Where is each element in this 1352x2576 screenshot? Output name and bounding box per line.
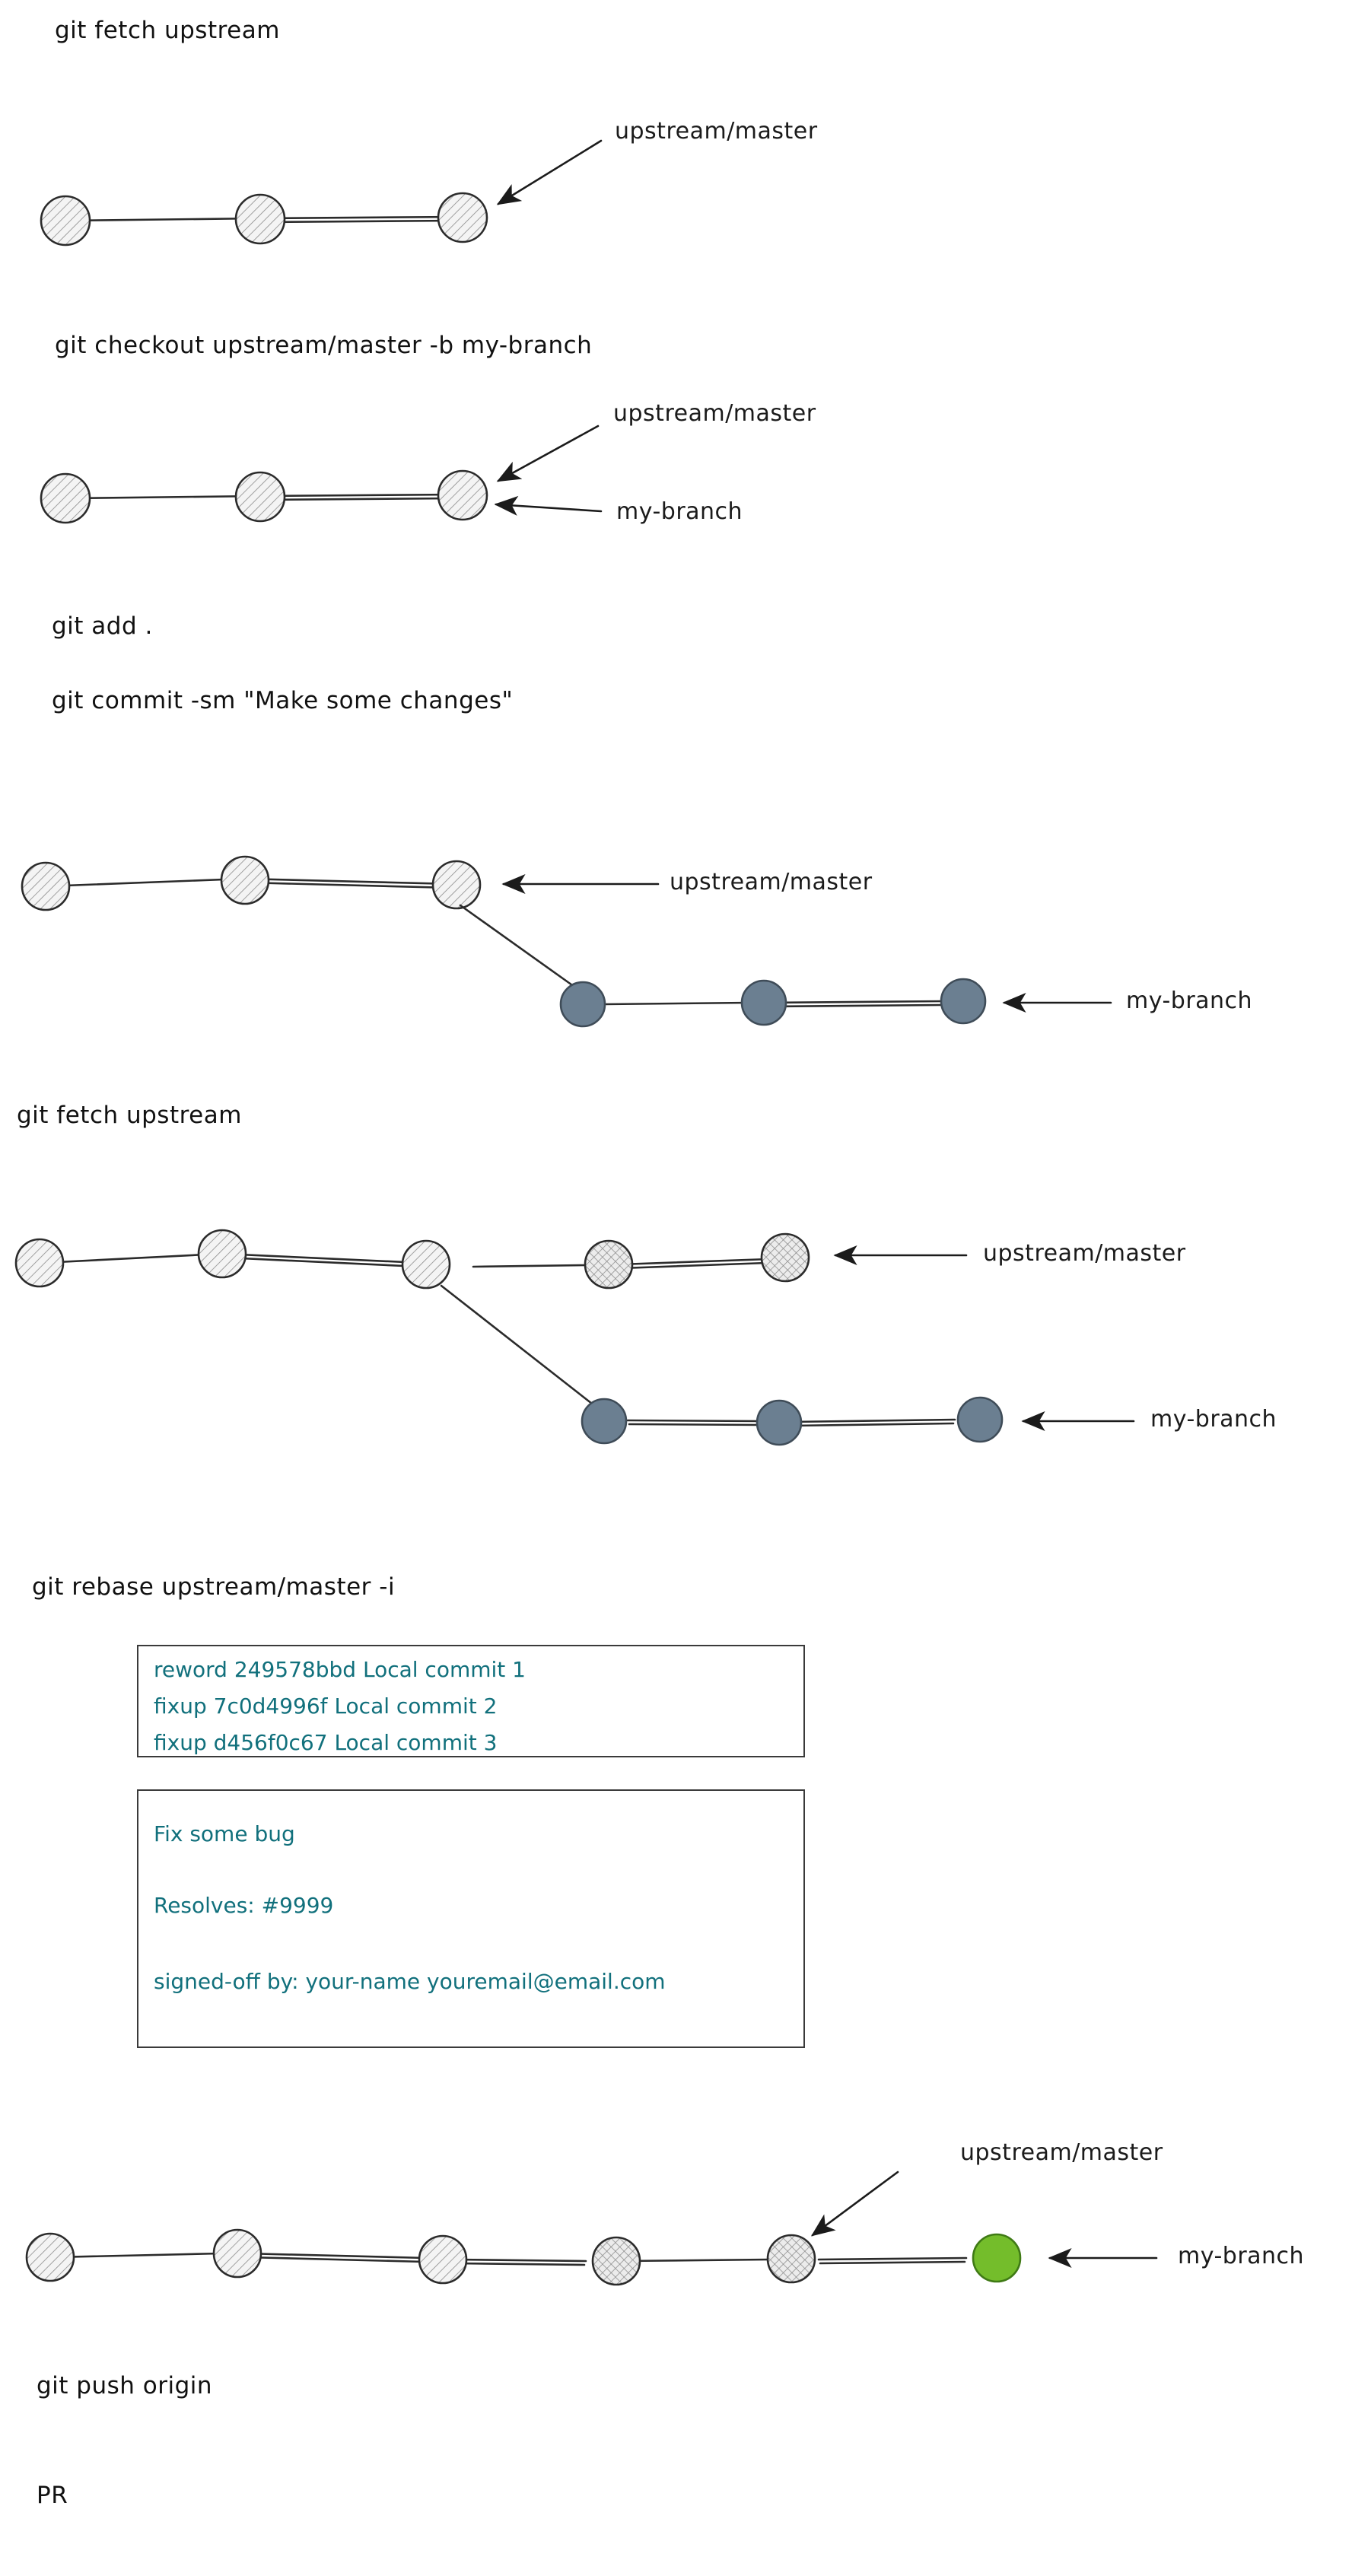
- rebase-line-3: fixup d456f0c67 Local commit 3: [154, 1730, 498, 1755]
- rebase-line-1: reword 249578bbd Local commit 1: [154, 1657, 526, 1682]
- label-upstream-master-1: upstream/master: [615, 118, 818, 145]
- command-git-commit: git commit -sm "Make some changes": [52, 687, 514, 714]
- label-upstream-master-2: upstream/master: [613, 400, 816, 427]
- label-my-branch-4: my-branch: [1150, 1406, 1277, 1433]
- label-my-branch-2: my-branch: [616, 498, 743, 525]
- label-upstream-master-4: upstream/master: [983, 1240, 1186, 1267]
- label-my-branch-5: my-branch: [1178, 2243, 1305, 2269]
- command-git-add: git add .: [52, 612, 153, 640]
- label-pr: PR: [37, 2482, 68, 2509]
- command-git-push-origin: git push origin: [37, 2372, 213, 2399]
- label-my-branch-3: my-branch: [1126, 987, 1253, 1014]
- command-git-fetch-upstream-2: git fetch upstream: [17, 1102, 242, 1129]
- commit-message-resolves: Resolves: #9999: [154, 1893, 334, 1918]
- command-git-fetch-upstream-1: git fetch upstream: [55, 17, 280, 44]
- commit-message-subject: Fix some bug: [154, 1821, 295, 1846]
- rebase-line-2: fixup 7c0d4996f Local commit 2: [154, 1693, 498, 1719]
- label-upstream-master-5: upstream/master: [960, 2139, 1163, 2166]
- label-upstream-master-3: upstream/master: [670, 869, 873, 895]
- command-git-checkout: git checkout upstream/master -b my-branch: [55, 332, 593, 359]
- commit-message-signoff: signed-off by: your-name youremail@email.com: [154, 1969, 666, 1994]
- command-git-rebase: git rebase upstream/master -i: [32, 1573, 396, 1601]
